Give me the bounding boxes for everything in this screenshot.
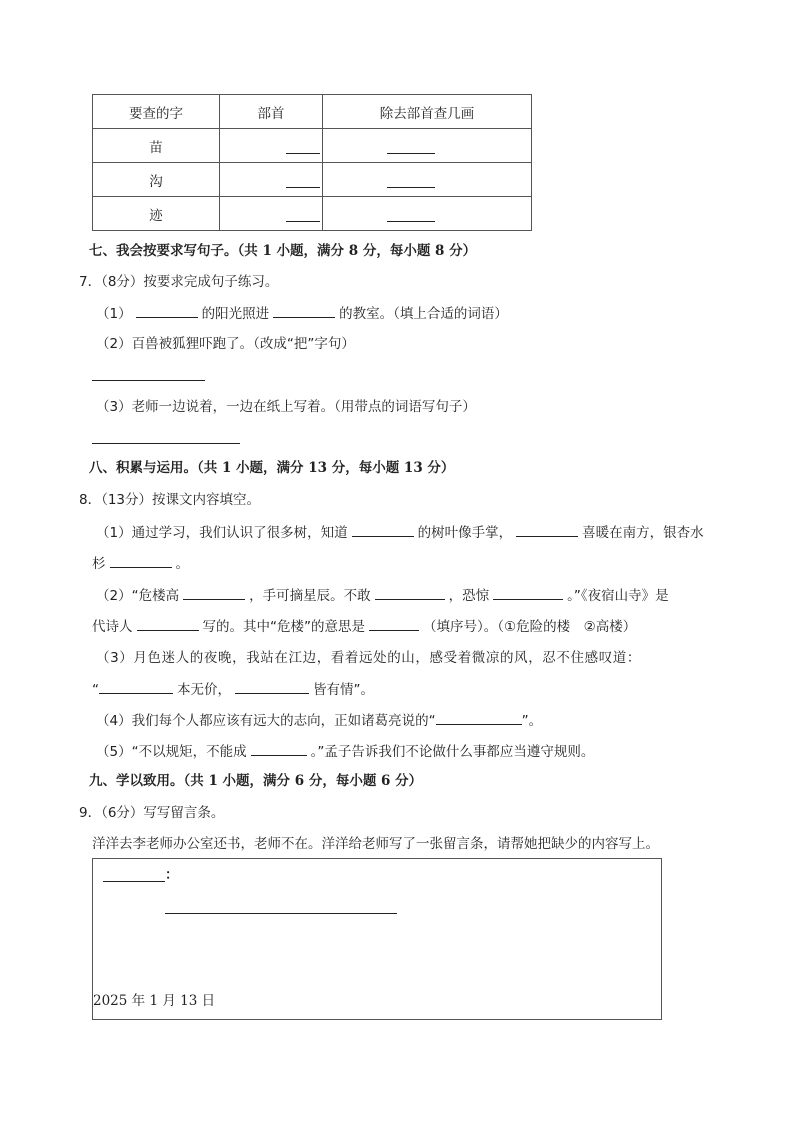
text: （1）通过学习，我们认识了很多树，知道 bbox=[96, 525, 348, 541]
answer-blank[interactable] bbox=[183, 585, 245, 600]
text: 。”《夜宿山寺》是 bbox=[567, 588, 669, 604]
question-8-part-2-line-2 bbox=[92, 616, 636, 637]
text: 喜暖在南方，银杏水 bbox=[582, 525, 704, 541]
text: 。 bbox=[175, 556, 189, 572]
table-row bbox=[93, 163, 532, 197]
stroke-answer-cell[interactable] bbox=[323, 163, 532, 197]
table-char-cell: 苗 bbox=[93, 129, 220, 163]
text: （1） bbox=[96, 306, 132, 322]
question-8-part-1-line-2 bbox=[92, 553, 189, 574]
answer-blank[interactable] bbox=[375, 585, 445, 600]
answer-line[interactable] bbox=[92, 443, 240, 444]
stroke-answer-cell[interactable] bbox=[323, 129, 532, 163]
text: 杉 bbox=[92, 556, 106, 572]
answer-blank[interactable] bbox=[110, 553, 172, 568]
radical-answer-cell[interactable] bbox=[220, 163, 323, 197]
question-8-part-3-line-2 bbox=[92, 679, 374, 700]
question-8-title: 8．（13分）按课文内容填空。 bbox=[79, 492, 261, 508]
section-8-heading: 八、积累与运用。（共 1 小题，满分 13 分，每小题 13 分） bbox=[89, 460, 455, 476]
section-9-heading: 九、学以致用。（共 1 小题，满分 6 分，每小题 6 分） bbox=[89, 773, 423, 789]
question-9-title: 9．（6分）写写留言条。 bbox=[79, 805, 225, 821]
stroke-answer-cell[interactable] bbox=[323, 197, 532, 231]
question-8-part-1-line-1 bbox=[96, 522, 704, 543]
table-header-cell: 除去部首查几画 bbox=[323, 95, 532, 129]
table-row bbox=[93, 129, 532, 163]
text: （5）“不以规矩，不能成 bbox=[96, 744, 247, 760]
table-char-cell: 迹 bbox=[93, 197, 220, 231]
text: 写的。其中“危楼”的意思是 bbox=[202, 619, 365, 635]
radical-lookup-table bbox=[92, 94, 532, 231]
text: （2）“危楼高 bbox=[96, 588, 180, 604]
text: （4）我们每个人都应该有远大的志向，正如诸葛亮说的“ bbox=[96, 713, 436, 729]
question-8-part-3-line-1: （3）月色迷人的夜晚，我站在江边，看着远处的山，感受着微凉的风，忍不住感叹道： bbox=[96, 650, 641, 666]
table-header-cell: 部首 bbox=[220, 95, 323, 129]
question-9-intro: 洋洋去李老师办公室还书，老师不在。洋洋给老师写了一张留言条，请帮她把缺少的内容写上。 bbox=[92, 836, 659, 852]
note-date: 2025 年 1 月 13 日 bbox=[93, 993, 216, 1009]
section-7-heading: 七、我会按要求写句子。（共 1 小题，满分 8 分，每小题 8 分） bbox=[89, 243, 477, 259]
answer-blank[interactable] bbox=[235, 679, 309, 694]
answer-blank[interactable] bbox=[273, 303, 335, 318]
table-char-cell: 沟 bbox=[93, 163, 220, 197]
answer-blank[interactable] bbox=[516, 522, 578, 537]
table-row bbox=[93, 197, 532, 231]
answer-blank[interactable] bbox=[352, 522, 414, 537]
question-7-title: 7．（8分）按要求完成句子练习。 bbox=[79, 274, 279, 290]
text: 的教室。（填上合适的词语） bbox=[339, 306, 508, 322]
question-8-part-5 bbox=[96, 741, 594, 762]
radical-answer-cell[interactable] bbox=[220, 197, 323, 231]
text: “ bbox=[92, 682, 99, 698]
answer-blank[interactable] bbox=[493, 585, 563, 600]
text: 的树叶像手掌， bbox=[417, 525, 513, 541]
text: （填序号）。（①危险的楼 ②高楼） bbox=[423, 619, 637, 635]
text: 的阳光照进 bbox=[201, 306, 270, 322]
question-8-part-2-line-1 bbox=[96, 585, 669, 606]
answer-blank[interactable] bbox=[251, 741, 307, 756]
answer-blank[interactable] bbox=[99, 679, 173, 694]
text: 代诗人 bbox=[92, 619, 133, 635]
text: ，手可摘星辰。不敢 bbox=[249, 588, 371, 604]
radical-answer-cell[interactable] bbox=[220, 129, 323, 163]
text: 皆有情”。 bbox=[313, 682, 374, 698]
text: ”。 bbox=[521, 713, 543, 729]
table-header-row bbox=[93, 95, 532, 129]
text: 本无价， bbox=[177, 682, 231, 698]
answer-line[interactable] bbox=[92, 380, 205, 381]
message-blank[interactable] bbox=[165, 913, 397, 914]
answer-blank[interactable] bbox=[369, 616, 419, 631]
answer-blank[interactable] bbox=[136, 303, 198, 318]
answer-blank[interactable] bbox=[137, 616, 199, 631]
colon: ： bbox=[165, 867, 179, 883]
table-header-cell: 要查的字 bbox=[93, 95, 220, 129]
question-8-part-4 bbox=[96, 710, 542, 731]
text: ，恐惊 bbox=[448, 588, 490, 604]
question-7-part-3: （3）老师一边说着，一边在纸上写着。（用带点的词语写句子） bbox=[96, 399, 476, 415]
recipient-blank[interactable] bbox=[103, 881, 165, 882]
answer-blank[interactable] bbox=[436, 710, 522, 725]
question-7-part-2: （2）百兽被狐狸吓跑了。（改成“把”字句） bbox=[96, 336, 355, 352]
question-7-part-1 bbox=[96, 303, 508, 324]
text: 。”孟子告诉我们不论做什么事都应当遵守规则。 bbox=[310, 744, 595, 760]
message-note-box bbox=[92, 858, 662, 1020]
